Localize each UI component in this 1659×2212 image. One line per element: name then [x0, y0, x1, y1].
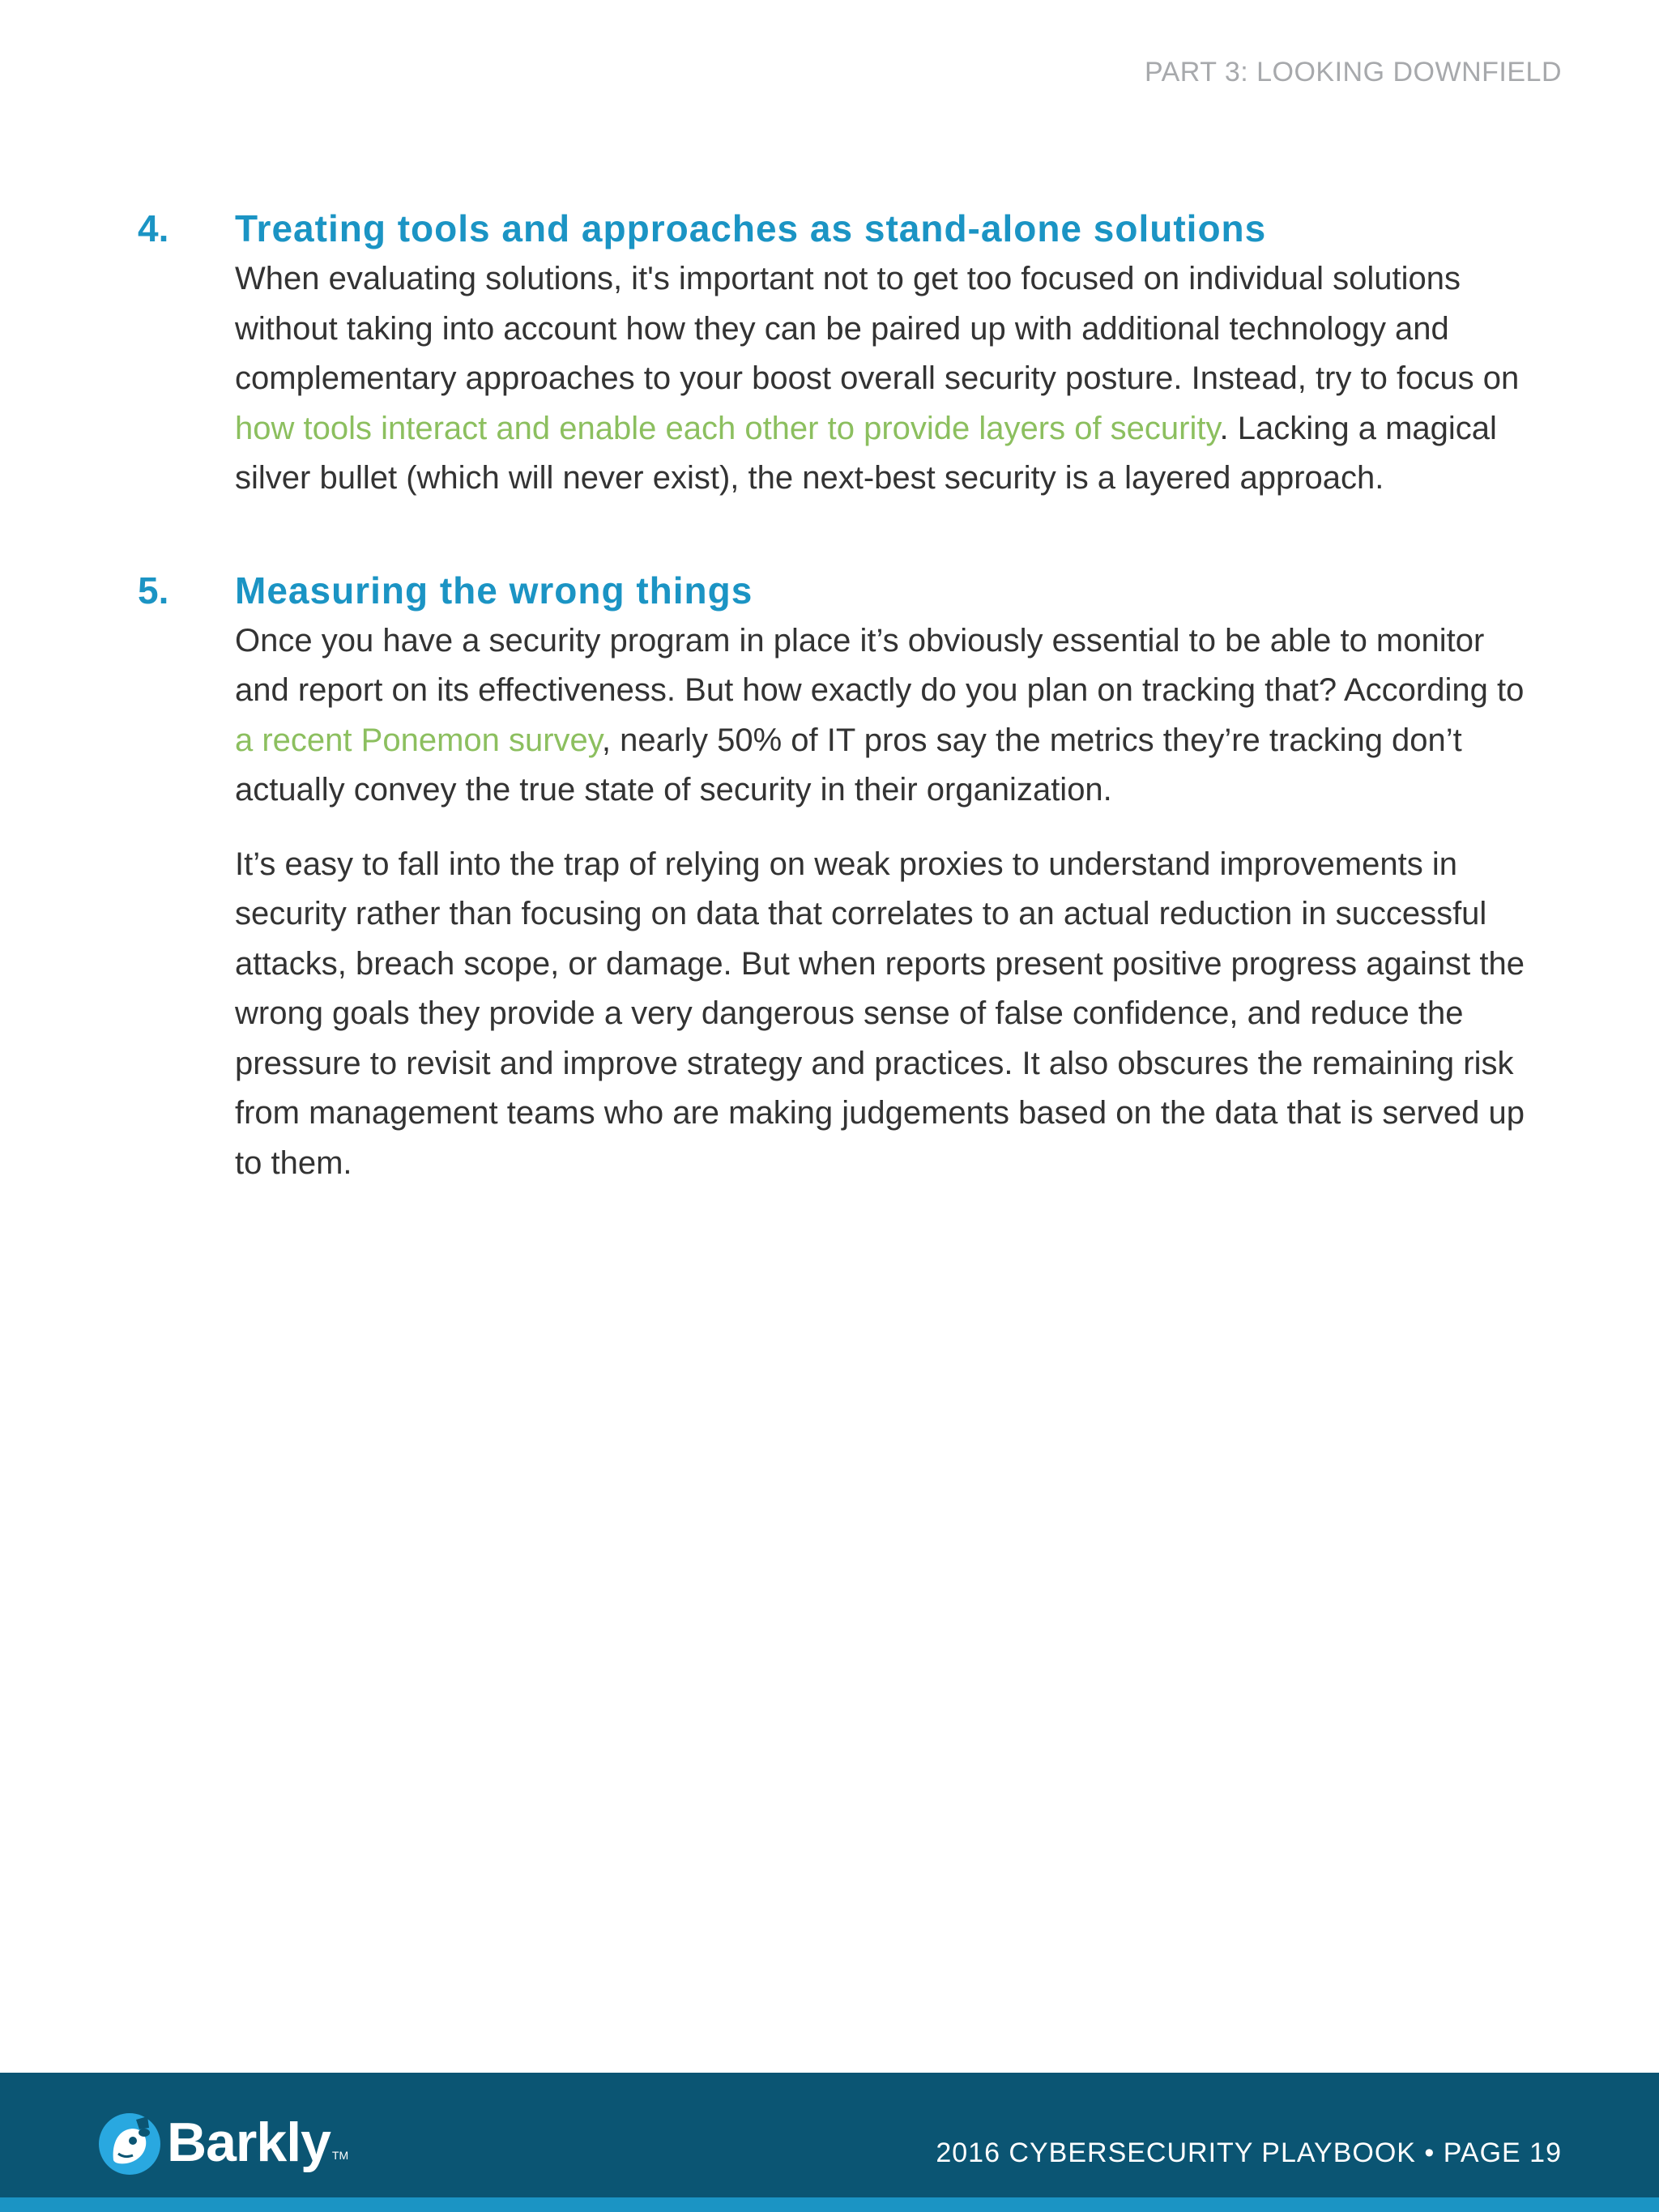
logo-wordmark: Barkly: [167, 2112, 331, 2173]
footer-stripe: [0, 2197, 1659, 2212]
layers-of-security-link[interactable]: how tools interact and enable each other to provide layers of security: [235, 410, 1220, 446]
paragraph-text: . Lacking a magical silver bullet (which will never exist), the next-best security is a layered approach.: [235, 410, 1497, 496]
body-paragraph: It’s easy to fall into the trap of relying on weak proxies to understand improvements in security rather than focusing on data that correlates to an actual reduction in successful attacks, breach scope, or damage. But when reports present positive progress against the wrong goals they provide a very dangerous sense of false confidence, and reduce the pressure to revisit and improve strategy and practices. It also obscures the remaining risk from management teams who are making judgements based on the data that is served up to them.: [235, 846, 1525, 1181]
main-content: [138, 202, 1539, 1249]
ponemon-survey-link[interactable]: a recent Ponemon survey: [235, 722, 602, 758]
dog-logo-icon: [96, 2108, 164, 2176]
section-4: [138, 202, 1539, 504]
paragraph-text: When evaluating solutions, it's important not to get too focused on individual solutions without taking into account how they can be paired up with additional technology and complementary approaches to your boost overall security posture. Instead, try to focus on: [235, 261, 1520, 396]
body-paragraph: [235, 616, 1539, 816]
section-number: 5.: [138, 569, 169, 612]
body-paragraph: [235, 254, 1539, 504]
section-5: [138, 565, 1539, 1189]
page-footer: [0, 2073, 1659, 2212]
section-number: 4.: [138, 207, 169, 249]
running-header: PART 3: LOOKING DOWNFIELD: [1144, 57, 1562, 87]
paragraph-text: , nearly 50% of IT pros say the metrics they’re tracking don’t actually convey the true state of security in their organization.: [235, 722, 1462, 808]
barkly-logo: [96, 2108, 348, 2176]
section-title: Treating tools and approaches as stand-alone solutions: [235, 207, 1267, 249]
page-number-label: 2016 CYBERSECURITY PLAYBOOK • PAGE 19: [936, 2137, 1562, 2168]
section-title: Measuring the wrong things: [235, 569, 753, 612]
paragraph-text: Once you have a security program in place it’s obviously essential to be able to monitor and report on its effectiveness. But how exactly do you plan on tracking that? According to: [235, 622, 1525, 708]
trademark-mark: TM: [331, 2149, 349, 2162]
